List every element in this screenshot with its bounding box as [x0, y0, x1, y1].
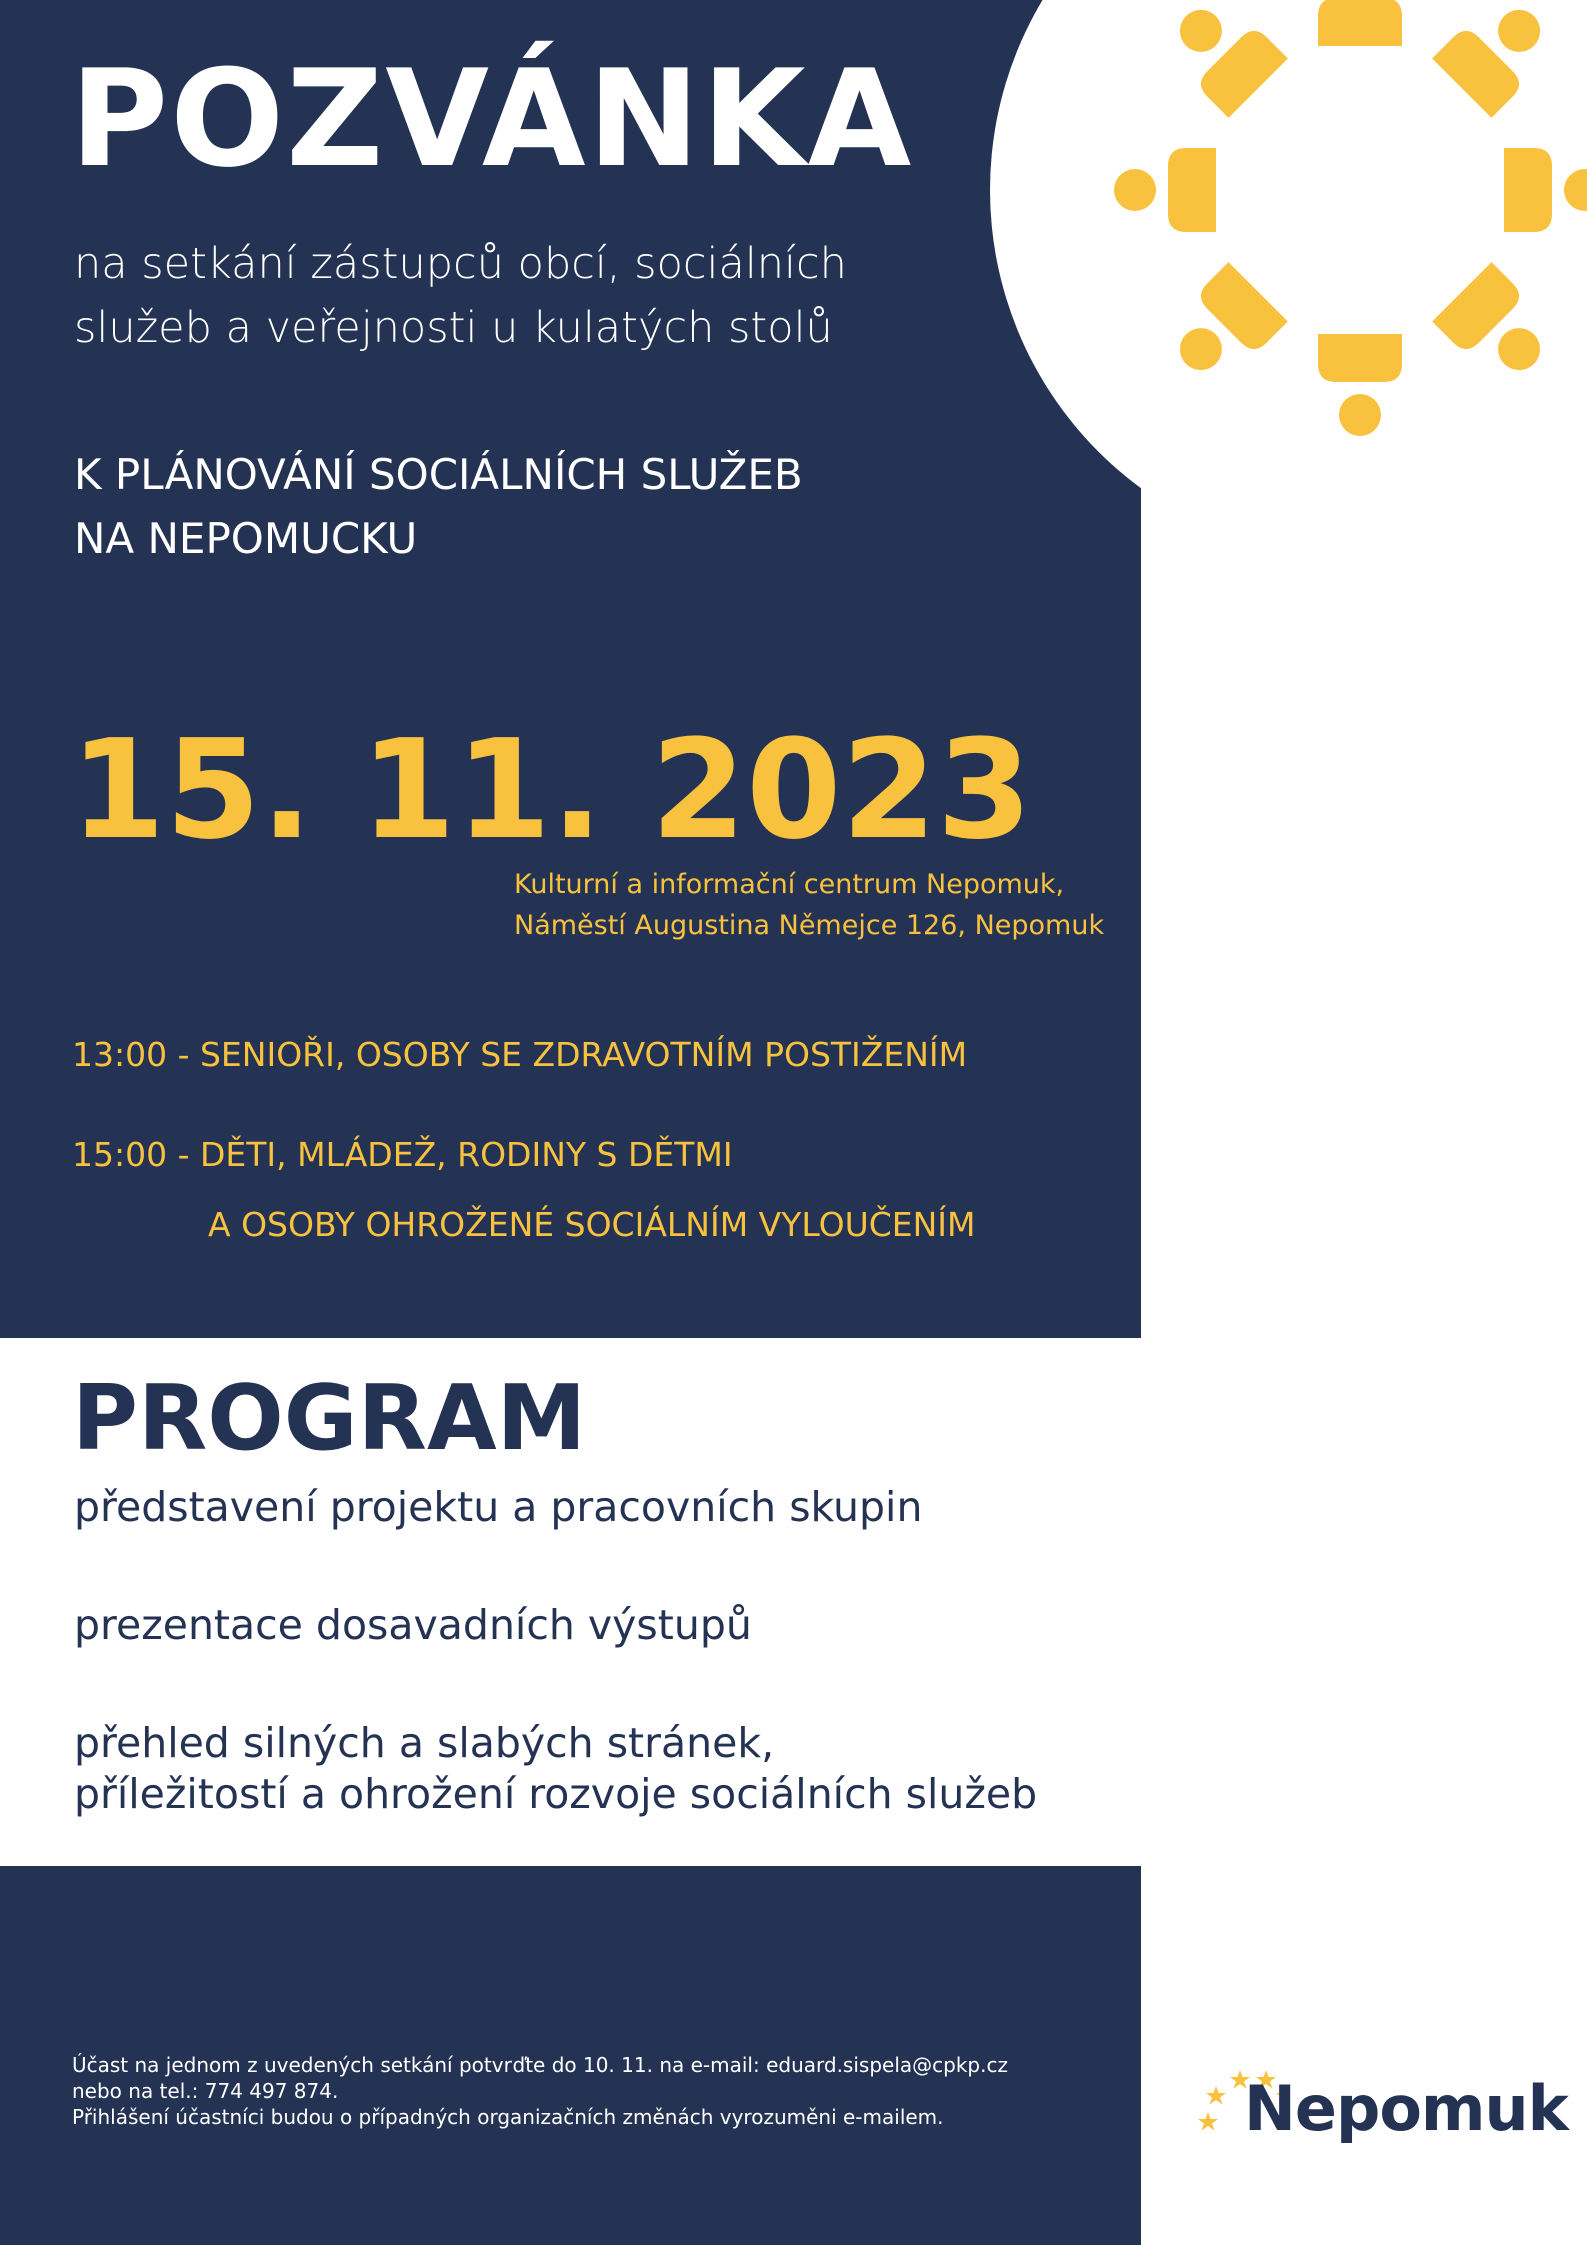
person-icon: [1318, 0, 1402, 46]
schedule-slot-2: 15:00 - DĚTI, MLÁDEŽ, RODINY S DĚTMI: [72, 1135, 733, 1174]
schedule-slot-1: 13:00 - SENIOŘI, OSOBY SE ZDRAVOTNÍM POSTIŽENÍM: [72, 1035, 968, 1074]
topic-heading: [74, 443, 1074, 571]
nepomuk-logo: [1196, 2050, 1568, 2160]
topic-line: K PLÁNOVÁNÍ SOCIÁLNÍCH SLUŽEB: [74, 450, 803, 499]
program-title: PROGRAM: [72, 1366, 587, 1471]
footer-note-line: Účast na jednom z uvedených setkání potvrďte do 10. 11. na e-mail: eduard.sispela@cpkp.cz: [72, 2053, 1008, 2077]
subtitle-line: služeb a veřejnosti u kulatých stolů: [74, 303, 833, 353]
program-item: prezentace dosavadních výstupů: [74, 1601, 752, 1649]
subtitle-line: na setkání zástupců obcí, sociálních: [74, 239, 847, 289]
footer-note-line: Přihlášení účastníci budou o případných organizačních změnách vyrozuměni e-mailem.: [72, 2105, 944, 2129]
footer-note: [72, 2052, 1072, 2130]
logo-wordmark: Nepomuk: [1244, 2072, 1568, 2145]
page-title: POZVÁNKA: [70, 41, 914, 197]
event-date: 15. 11. 2023: [70, 711, 1033, 870]
program-item-line: přehled silných a slabých stránek,: [74, 1719, 775, 1767]
footer-note-line: nebo na tel.: 774 497 874.: [72, 2079, 339, 2103]
venue-line: Kulturní a informační centrum Nepomuk,: [514, 869, 1065, 900]
program-item: představení projektu a pracovních skupin: [74, 1483, 923, 1531]
venue-line: Náměstí Augustina Němejce 126, Nepomuk: [514, 910, 1105, 941]
schedule-slot-2-continued: A OSOBY OHROŽENÉ SOCIÁLNÍM VYLOUČENÍM: [208, 1205, 976, 1244]
program-item-line: příležitostí a ohrožení rozvoje sociálních služeb: [74, 1770, 1038, 1818]
event-venue: [514, 864, 1114, 946]
program-item: [74, 1718, 1124, 1820]
subtitle: [74, 232, 934, 360]
topic-line: NA NEPOMUCKU: [74, 514, 418, 563]
